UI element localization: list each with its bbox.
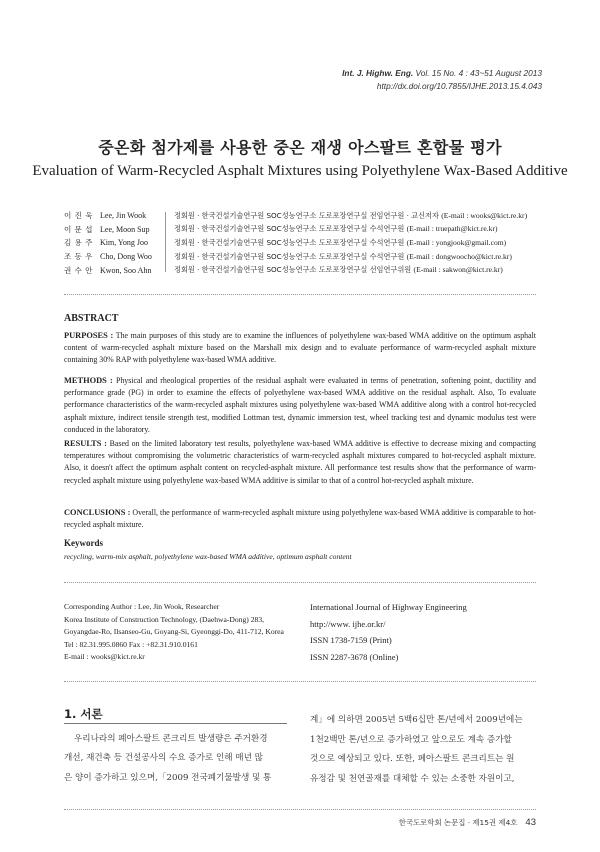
keywords-text: recycling, warm-mix asphalt, polyethylene wax-based WMA additive, optimum asphalt content <box>64 552 352 561</box>
body-line: 은 양이 증가하고 있으며,「2009 전국폐기물발생 및 통 <box>64 772 272 783</box>
author-row <box>64 209 544 223</box>
footer-divider <box>64 809 536 810</box>
journal-name: International Journal of Highway Engineering <box>310 602 467 612</box>
intro-heading: 1. 서론 <box>64 707 103 721</box>
journal-url[interactable]: http://www. ijhe.or.kr/ <box>310 618 386 629</box>
author-list <box>64 209 544 277</box>
author-affiliation <box>164 252 544 262</box>
corr-line: Goyangdae-Ro, Ilsanseo-Gu, Goyang-Si, Gyeonggi-Do, 411-712, Korea <box>64 627 284 637</box>
affiliation-text: 정회원 · 한국건설기술연구원 SOC성능연구소 도로포장연구실 선임연구위원 <box>174 265 412 275</box>
author-name-en: Cho, Dong Woo <box>100 252 152 262</box>
author-name-ko: 권 수 안 <box>64 265 93 275</box>
corr-line: Corresponding Author : Lee, Jin Wook, Researcher <box>64 602 220 611</box>
results-label: RESULTS : <box>64 439 107 448</box>
section-divider <box>64 294 536 295</box>
body-line: 계」에 의하면 2005년 5백6십만 톤/년에서 2009년에는 <box>310 715 523 725</box>
purposes-text: The main purposes of this study are to examine the influences of polyethylene wax-based WMA additive on the optimum asphalt content of warm-recycled asphalt mixture based on the Marshall mix design and to evaluate performance of warm-recycled asphalt mixture containing 30% RAP with polyethylene wax-based WMA additive. <box>64 331 536 365</box>
footer-journal: 한국도로학회 논문집 · 제15권 제4호 <box>398 818 518 827</box>
methods-text: Physical and rheological properties of the residual asphalt were evaluated in terms of penetration, softening point, ductility and performance grade (PG) in order to examine the effects of polyethylene wax-based WMA additive on the residual asphalt. Also, To evaluate performance characteristics of the warm-recycled asphalt mixtures using polyethylene wax-based WMA additive along with a control hot-recycled asphalt mixture, indirect tensile strength test, modified Lottman test, dynamic immersion test, wheel tracking test and dynamic modulus test were conduced in the laboratory. <box>64 376 536 434</box>
corr-line: Tel : 82.31.995.0860 Fax : +82.31.910.0161 <box>64 639 198 649</box>
intro-column-right <box>310 711 536 789</box>
author-email[interactable]: (E-mail : yongjook@gmail.com) <box>406 237 507 247</box>
page-footer <box>399 817 536 828</box>
abstract-results <box>64 438 536 487</box>
author-email[interactable]: (E-mail : sakwon@kict.re.kr) <box>413 265 503 275</box>
abstract-methods <box>64 375 536 436</box>
author-name-ko: 김 용 주 <box>64 238 93 248</box>
results-text: Based on the limited laboratory test results, polyethylene wax-based WMA additive is effective to decrease mixing and compacting temperatures without compromising the volumetric characteristics of warm-recycled asphalt mixtures compared to hot-recycled asphalt mixture. Also, it doesn't affect the optimum asphalt content on recycled-asphalt mixture. All performance test results show that the performance of warm-recycled asphalt mixture using polyethylene wax-based WMA additive is similar to that of a control hot-recycled asphalt mixture. <box>64 439 536 485</box>
journal-abbrev: Int. J. Highw. Eng. <box>342 68 414 78</box>
author-affiliation <box>164 211 544 221</box>
journal-citation <box>342 68 542 78</box>
author-email[interactable]: (E-mail : dongwoocho@kict.re.kr) <box>406 251 512 261</box>
corr-email[interactable]: E-mail : wooks@kict.re.kr <box>64 652 145 662</box>
corresponding-author <box>64 601 304 664</box>
author-email[interactable]: (E-mail : wooks@kict.re.kr) <box>441 210 528 220</box>
body-line: 우리나라의 폐아스팔트 콘크리트 발생량은 주거환경 <box>74 734 268 744</box>
section-divider <box>64 681 536 682</box>
affiliation-text: 정회원 · 한국건설기술연구원 SOC성능연구소 도로포장연구실 수석연구원 <box>174 224 405 234</box>
author-name-en: Kwon, Soo Ahn <box>100 265 152 275</box>
affiliation-text: 정회원 · 한국건설기술연구원 SOC성능연구소 도로포장연구실 수석연구원 <box>174 237 405 247</box>
intro-column-left <box>64 730 290 750</box>
purposes-label: PURPOSES : <box>64 331 114 340</box>
page-number: 43 <box>525 817 536 828</box>
author-name-ko: 이 진 욱 <box>64 211 93 221</box>
title-english: Evaluation of Warm-Recycled Asphalt Mixtures using Polyethylene Wax-Based Additive <box>32 163 568 179</box>
doi-link[interactable]: http://dx.doi.org/10.7855/IJHE.2013.15.4.043 <box>376 81 542 91</box>
author-name-ko: 이 문 섭 <box>64 224 93 234</box>
body-line: 1천2백만 톤/년으로 증가하였고 앞으로도 계속 증가할 <box>310 734 512 745</box>
methods-label: METHODS : <box>64 376 113 385</box>
conclusions-label: CONCLUSIONS : <box>64 508 131 517</box>
abstract-heading: ABSTRACT <box>64 313 119 324</box>
keywords-heading: Keywords <box>64 538 103 548</box>
author-affiliation <box>164 265 544 275</box>
author-affiliation <box>164 238 544 248</box>
body-line: 것으로 예상되고 있다. 또한, 페아스팔트 콘크리트는 원 <box>310 754 515 765</box>
body-line: 유정감 및 천연골재를 대체할 수 있는 소중한 자원이고, <box>310 773 515 784</box>
body-line: 개선, 재건축 등 건설공사의 수요 증가로 인해 매년 많 <box>64 753 263 763</box>
author-name-en: Lee, Jin Wook <box>100 211 147 221</box>
author-affiliation <box>164 224 544 234</box>
conclusions-text: Overall, the performance of warm-recycled asphalt mixture using polyethylene wax-based WMA additive is comparable to hot-recycled asphalt mixture. <box>64 508 536 530</box>
affiliation-text: 정회원 · 한국건설기술연구원 SOC성능연구소 도로포장연구실 수석연구원 <box>174 251 405 261</box>
journal-info <box>310 599 540 665</box>
journal-volume: Vol. 15 No. 4 : 43~51 August 2013 <box>415 68 542 78</box>
section-divider <box>64 582 536 583</box>
intro-column-left-cont <box>64 749 290 788</box>
corr-line: Korea Institute of Construction Technology, (Daehwa-Dong) 283, <box>64 614 265 624</box>
author-name-ko: 조 동 우 <box>64 252 93 262</box>
abstract-conclusions <box>64 507 536 531</box>
issn-online: ISSN 2287-3678 (Online) <box>310 651 399 662</box>
author-name-en: Lee, Moon Sup <box>100 224 150 234</box>
title-korean: 중온화 첨가제를 사용한 중온 재생 아스팔트 혼합물 평가 <box>98 138 502 157</box>
issn-print: ISSN 1738-7159 (Print) <box>310 635 392 646</box>
affiliation-text: 정회원 · 한국건설기술연구원 SOC성능연구소 도로포장연구실 전임연구원 · 교신저자 <box>174 210 439 220</box>
heading-underline <box>64 723 287 724</box>
author-row <box>64 223 544 237</box>
abstract-purposes <box>64 330 536 367</box>
author-row <box>64 263 544 277</box>
author-row <box>64 236 544 250</box>
author-email[interactable]: (E-mail : truepath@kict.re.kr) <box>406 224 498 234</box>
author-name-en: Kim, Yong Joo <box>100 238 149 248</box>
author-row <box>64 250 544 264</box>
